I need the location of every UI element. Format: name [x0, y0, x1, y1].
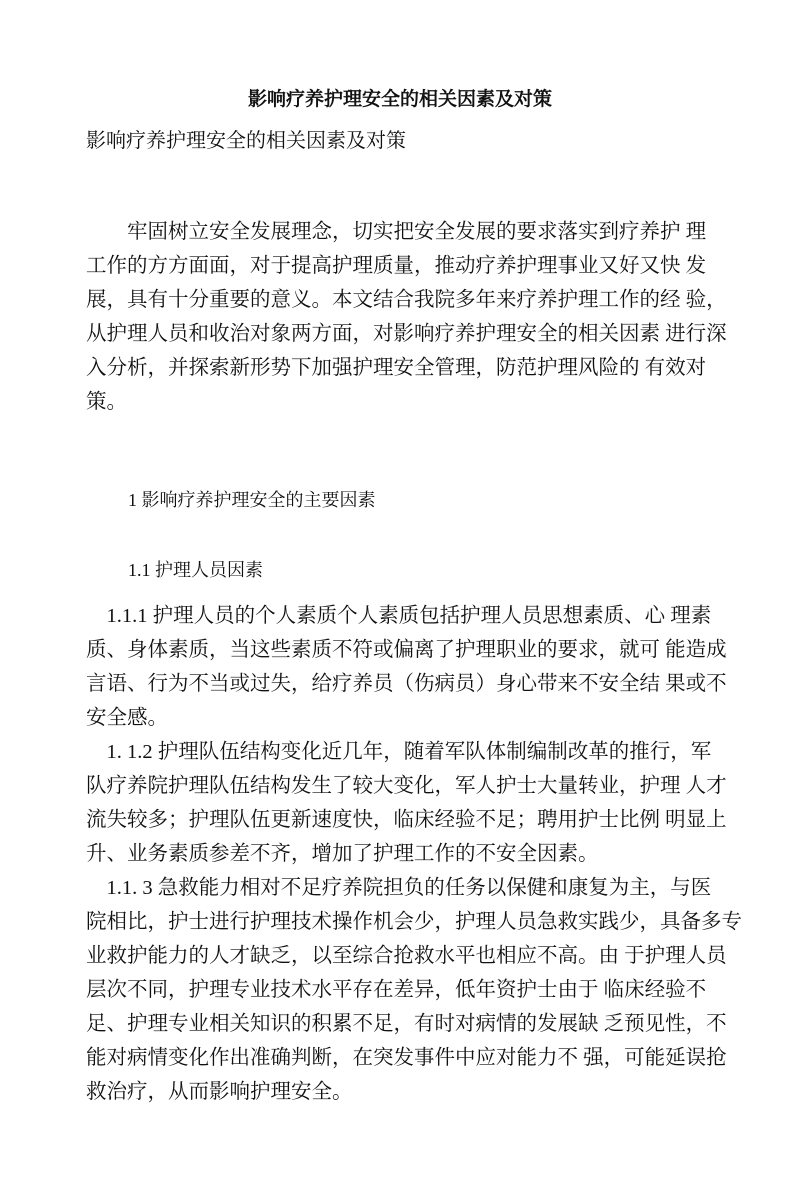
text-line: 救治疗，从而影响护理安全。: [86, 1081, 353, 1103]
text-line: 入分析，并探索新形势下加强护理安全管理，防范护理风险的 有效对: [86, 357, 707, 379]
text-line: 院相比，护士进行护理技术操作机会少，护理人员急救实践少，具备多专: [86, 911, 742, 933]
text-line: 策。: [86, 391, 127, 413]
text-line: 言语、行为不当或过失，给疗养员（伤病员）身心带来不安全结 果或不: [86, 673, 727, 695]
text-line: 升、业务素质参差不齐，增加了护理工作的不安全因素。: [86, 843, 599, 865]
text-line: 层次不同，护理专业技术水平存在差异，低年资护士由于 临床经验不: [86, 979, 707, 1001]
intro-paragraph: [86, 215, 726, 419]
document-title: 影响疗养护理安全的相关因素及对策: [247, 89, 552, 110]
text-line: 流失较多；护理队伍更新速度快，临床经验不足；聘用护士比例 明显上: [86, 809, 727, 831]
subsection-heading: 1.1 护理人员因素: [128, 560, 263, 580]
text-line: 安全感。: [86, 707, 168, 729]
text-line: 队疗养院护理队伍结构发生了较大变化，军人护士大量转业，护理 人才: [86, 775, 727, 797]
text-line: 能对病情变化作出准确判断，在突发事件中应对能力不 强，可能延误抢: [86, 1047, 727, 1069]
text-line: 从护理人员和收治对象两方面，对影响疗养护理安全的相关因素 进行深: [86, 323, 727, 345]
text-line: 足、护理专业相关知识的积累不足，有时对病情的发展缺 乏预见性，不: [86, 1013, 727, 1035]
document-subtitle: 影响疗养护理安全的相关因素及对策: [86, 130, 406, 152]
section-heading: 1 影响疗养护理安全的主要因素: [128, 490, 376, 510]
text-line: 质、身体素质，当这些素质不符或偏离了护理职业的要求，就可 能造成: [86, 639, 727, 661]
text-line: 展，具有十分重要的意义。本文结合我院多年来疗养护理工作的经 验，: [86, 289, 727, 311]
paragraph-1-1-1: [86, 599, 726, 735]
paragraph-1-1-2: [86, 735, 726, 871]
text-line: 工作的方方面面，对于提高护理质量，推动疗养护理事业又好又快 发: [86, 255, 707, 277]
paragraph-1-1-3: [86, 871, 742, 1109]
text-line: 1.1. 3 急救能力相对不足疗养院担负的任务以保健和康复为主，与医: [86, 877, 712, 899]
text-line: 1. 1.2 护理队伍结构变化近几年，随着军队体制编制改革的推行，军: [86, 741, 712, 763]
text-line: 业救护能力的人才缺乏，以至综合抢救水平也相应不高。由 于护理人员: [86, 945, 727, 967]
text-line: 牢固树立安全发展理念，切实把安全发展的要求落实到疗养护 理: [86, 221, 707, 243]
text-line: 1.1.1 护理人员的个人素质个人素质包括护理人员思想素质、心 理素: [86, 605, 712, 627]
